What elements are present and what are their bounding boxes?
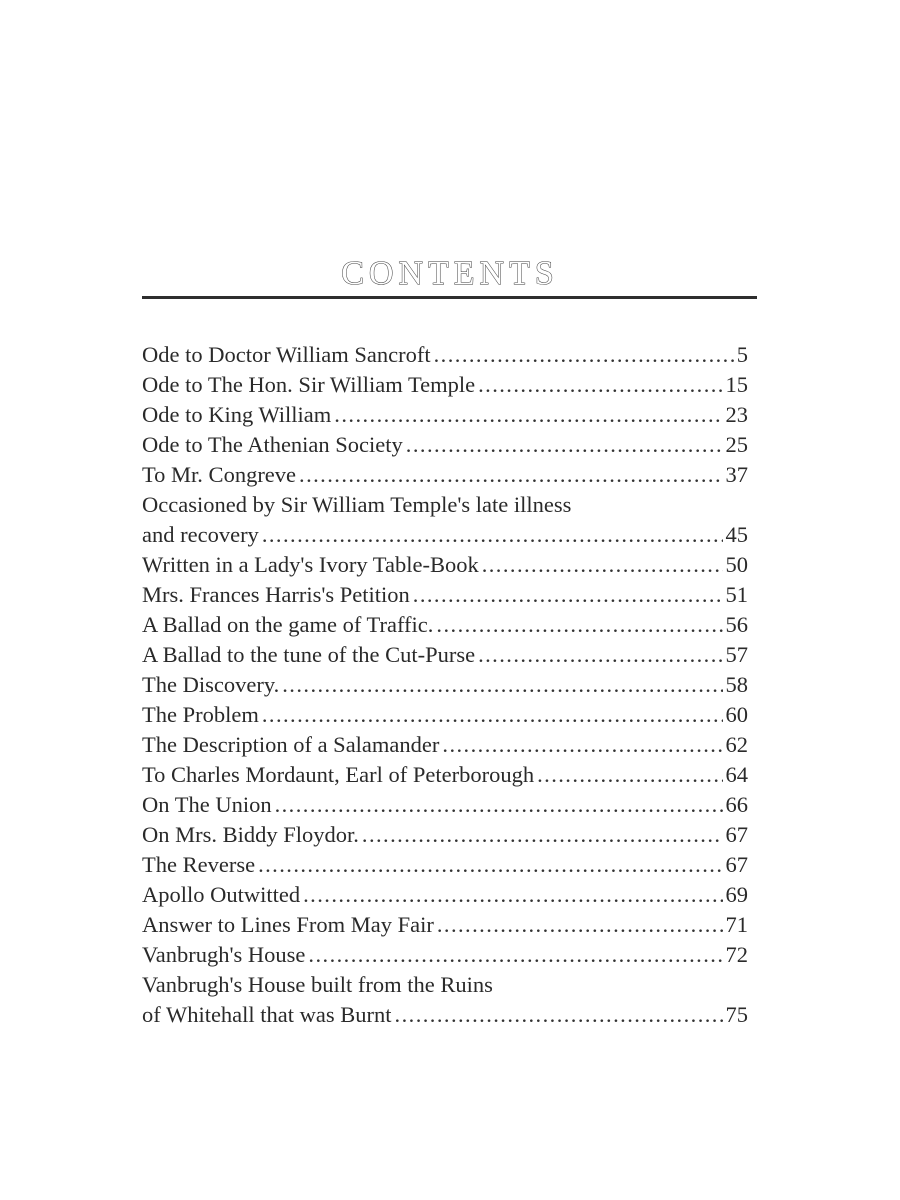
toc-entry[interactable]: [142, 370, 748, 400]
toc-entry-title: To Mr. Congreve: [142, 462, 297, 487]
dot-leader: [437, 910, 723, 940]
toc-entry-line: [142, 610, 748, 640]
toc-entry-title: Vanbrugh's House built from the Ruins: [142, 972, 493, 997]
toc-entry-line: [142, 880, 748, 910]
toc-entry-title: Ode to King William: [142, 402, 332, 427]
table-of-contents: [142, 340, 748, 1030]
toc-entry[interactable]: [142, 820, 748, 850]
toc-entry[interactable]: [142, 460, 748, 490]
dot-leader: [262, 700, 723, 730]
toc-entry[interactable]: [142, 430, 748, 460]
toc-entry-line: [142, 1000, 748, 1030]
toc-entry[interactable]: [142, 550, 748, 580]
dot-leader: [275, 790, 723, 820]
toc-entry-line: [142, 910, 748, 940]
toc-entry[interactable]: [142, 670, 748, 700]
toc-entry-title: Ode to The Hon. Sir William Temple: [142, 372, 476, 397]
toc-page-number: 58: [725, 672, 748, 697]
toc-page-number: 15: [725, 372, 748, 397]
dot-leader: [478, 370, 722, 400]
toc-entry-line: [142, 520, 748, 550]
dot-leader: [303, 880, 722, 910]
toc-entry-line: [142, 430, 748, 460]
toc-page-number: 60: [725, 702, 748, 727]
dot-leader: [537, 760, 722, 790]
toc-entry-line: [142, 400, 748, 430]
toc-entry-line: [142, 850, 748, 880]
dot-leader: [436, 610, 722, 640]
dot-leader: [442, 730, 722, 760]
toc-entry-title: To Charles Mordaunt, Earl of Peterborough: [142, 762, 535, 787]
toc-entry-line: [142, 940, 748, 970]
toc-page-number: 57: [725, 642, 748, 667]
title-divider: [142, 296, 757, 299]
toc-entry-title: The Reverse: [142, 852, 256, 877]
toc-entry-title: Vanbrugh's House: [142, 942, 306, 967]
toc-entry-title: A Ballad to the tune of the Cut-Purse: [142, 642, 476, 667]
toc-page-number: 25: [725, 432, 748, 457]
toc-entry-title: Mrs. Frances Harris's Petition: [142, 582, 410, 607]
toc-entry-title: A Ballad on the game of Traffic.: [142, 612, 434, 637]
toc-entry[interactable]: [142, 730, 748, 760]
toc-page-number: 62: [725, 732, 748, 757]
dot-leader: [413, 580, 723, 610]
toc-entry-title: of Whitehall that was Burnt: [142, 1002, 392, 1027]
toc-entry[interactable]: [142, 760, 748, 790]
toc-entry[interactable]: [142, 580, 748, 610]
dot-leader: [434, 340, 734, 370]
toc-entry-line: [142, 730, 748, 760]
toc-entry-line: [142, 820, 748, 850]
toc-entry-line: [142, 700, 748, 730]
toc-entry-line: [142, 640, 748, 670]
dot-leader: [258, 850, 722, 880]
toc-entry-title: On Mrs. Biddy Floydor.: [142, 822, 359, 847]
toc-page-number: 37: [725, 462, 748, 487]
toc-entry-line: [142, 340, 748, 370]
toc-page-number: 51: [725, 582, 748, 607]
toc-page-number: 64: [725, 762, 748, 787]
toc-entry-title: Written in a Lady's Ivory Table-Book: [142, 552, 479, 577]
toc-page-number: 67: [725, 822, 748, 847]
toc-entry[interactable]: [142, 610, 748, 640]
dot-leader: [308, 940, 722, 970]
toc-page-number: 56: [725, 612, 748, 637]
toc-entry-title: Apollo Outwitted: [142, 882, 301, 907]
toc-entry-title: The Description of a Salamander: [142, 732, 440, 757]
toc-entry-line: [142, 460, 748, 490]
dot-leader: [395, 1000, 723, 1030]
toc-page-number: 66: [725, 792, 748, 817]
toc-entry[interactable]: [142, 850, 748, 880]
toc-entry[interactable]: [142, 340, 748, 370]
toc-entry-title: and recovery: [142, 522, 259, 547]
toc-entry-title: The Problem: [142, 702, 259, 727]
toc-entry-line: [142, 670, 748, 700]
toc-entry-line: [142, 580, 748, 610]
toc-entry[interactable]: [142, 490, 748, 550]
dot-leader: [362, 820, 723, 850]
toc-entry-title: On The Union: [142, 792, 272, 817]
toc-entry-line: [142, 370, 748, 400]
toc-entry-line: [142, 970, 748, 1000]
toc-entry[interactable]: [142, 880, 748, 910]
dot-leader: [482, 550, 723, 580]
dot-leader: [262, 520, 723, 550]
toc-entry[interactable]: [142, 640, 748, 670]
toc-entry-title: Occasioned by Sir William Temple's late illness: [142, 492, 572, 517]
toc-entry[interactable]: [142, 700, 748, 730]
toc-page-number: 67: [725, 852, 748, 877]
toc-page-number: 71: [725, 912, 748, 937]
toc-entry-line: [142, 490, 748, 520]
toc-page-number: 5: [736, 342, 748, 367]
page-title: CONTENTS: [341, 254, 559, 292]
toc-entry-line: [142, 790, 748, 820]
toc-page-number: 45: [725, 522, 748, 547]
toc-entry-line: [142, 760, 748, 790]
toc-page-number: 69: [725, 882, 748, 907]
dot-leader: [406, 430, 723, 460]
toc-entry[interactable]: [142, 790, 748, 820]
toc-entry-title: The Discovery.: [142, 672, 280, 697]
toc-entry-title: Answer to Lines From May Fair: [142, 912, 434, 937]
toc-page-number: 72: [725, 942, 748, 967]
toc-entry[interactable]: [142, 910, 748, 940]
toc-entry[interactable]: [142, 970, 748, 1030]
dot-leader: [299, 460, 722, 490]
toc-page-number: 75: [725, 1002, 748, 1027]
toc-entry-title: Ode to Doctor William Sancroft: [142, 342, 431, 367]
toc-entry-title: Ode to The Athenian Society: [142, 432, 403, 457]
toc-entry[interactable]: [142, 400, 748, 430]
toc-entry[interactable]: [142, 940, 748, 970]
toc-page-number: 23: [725, 402, 748, 427]
dot-leader: [334, 400, 722, 430]
toc-entry-line: [142, 550, 748, 580]
dot-leader: [282, 670, 722, 700]
dot-leader: [478, 640, 722, 670]
toc-page-number: 50: [725, 552, 748, 577]
